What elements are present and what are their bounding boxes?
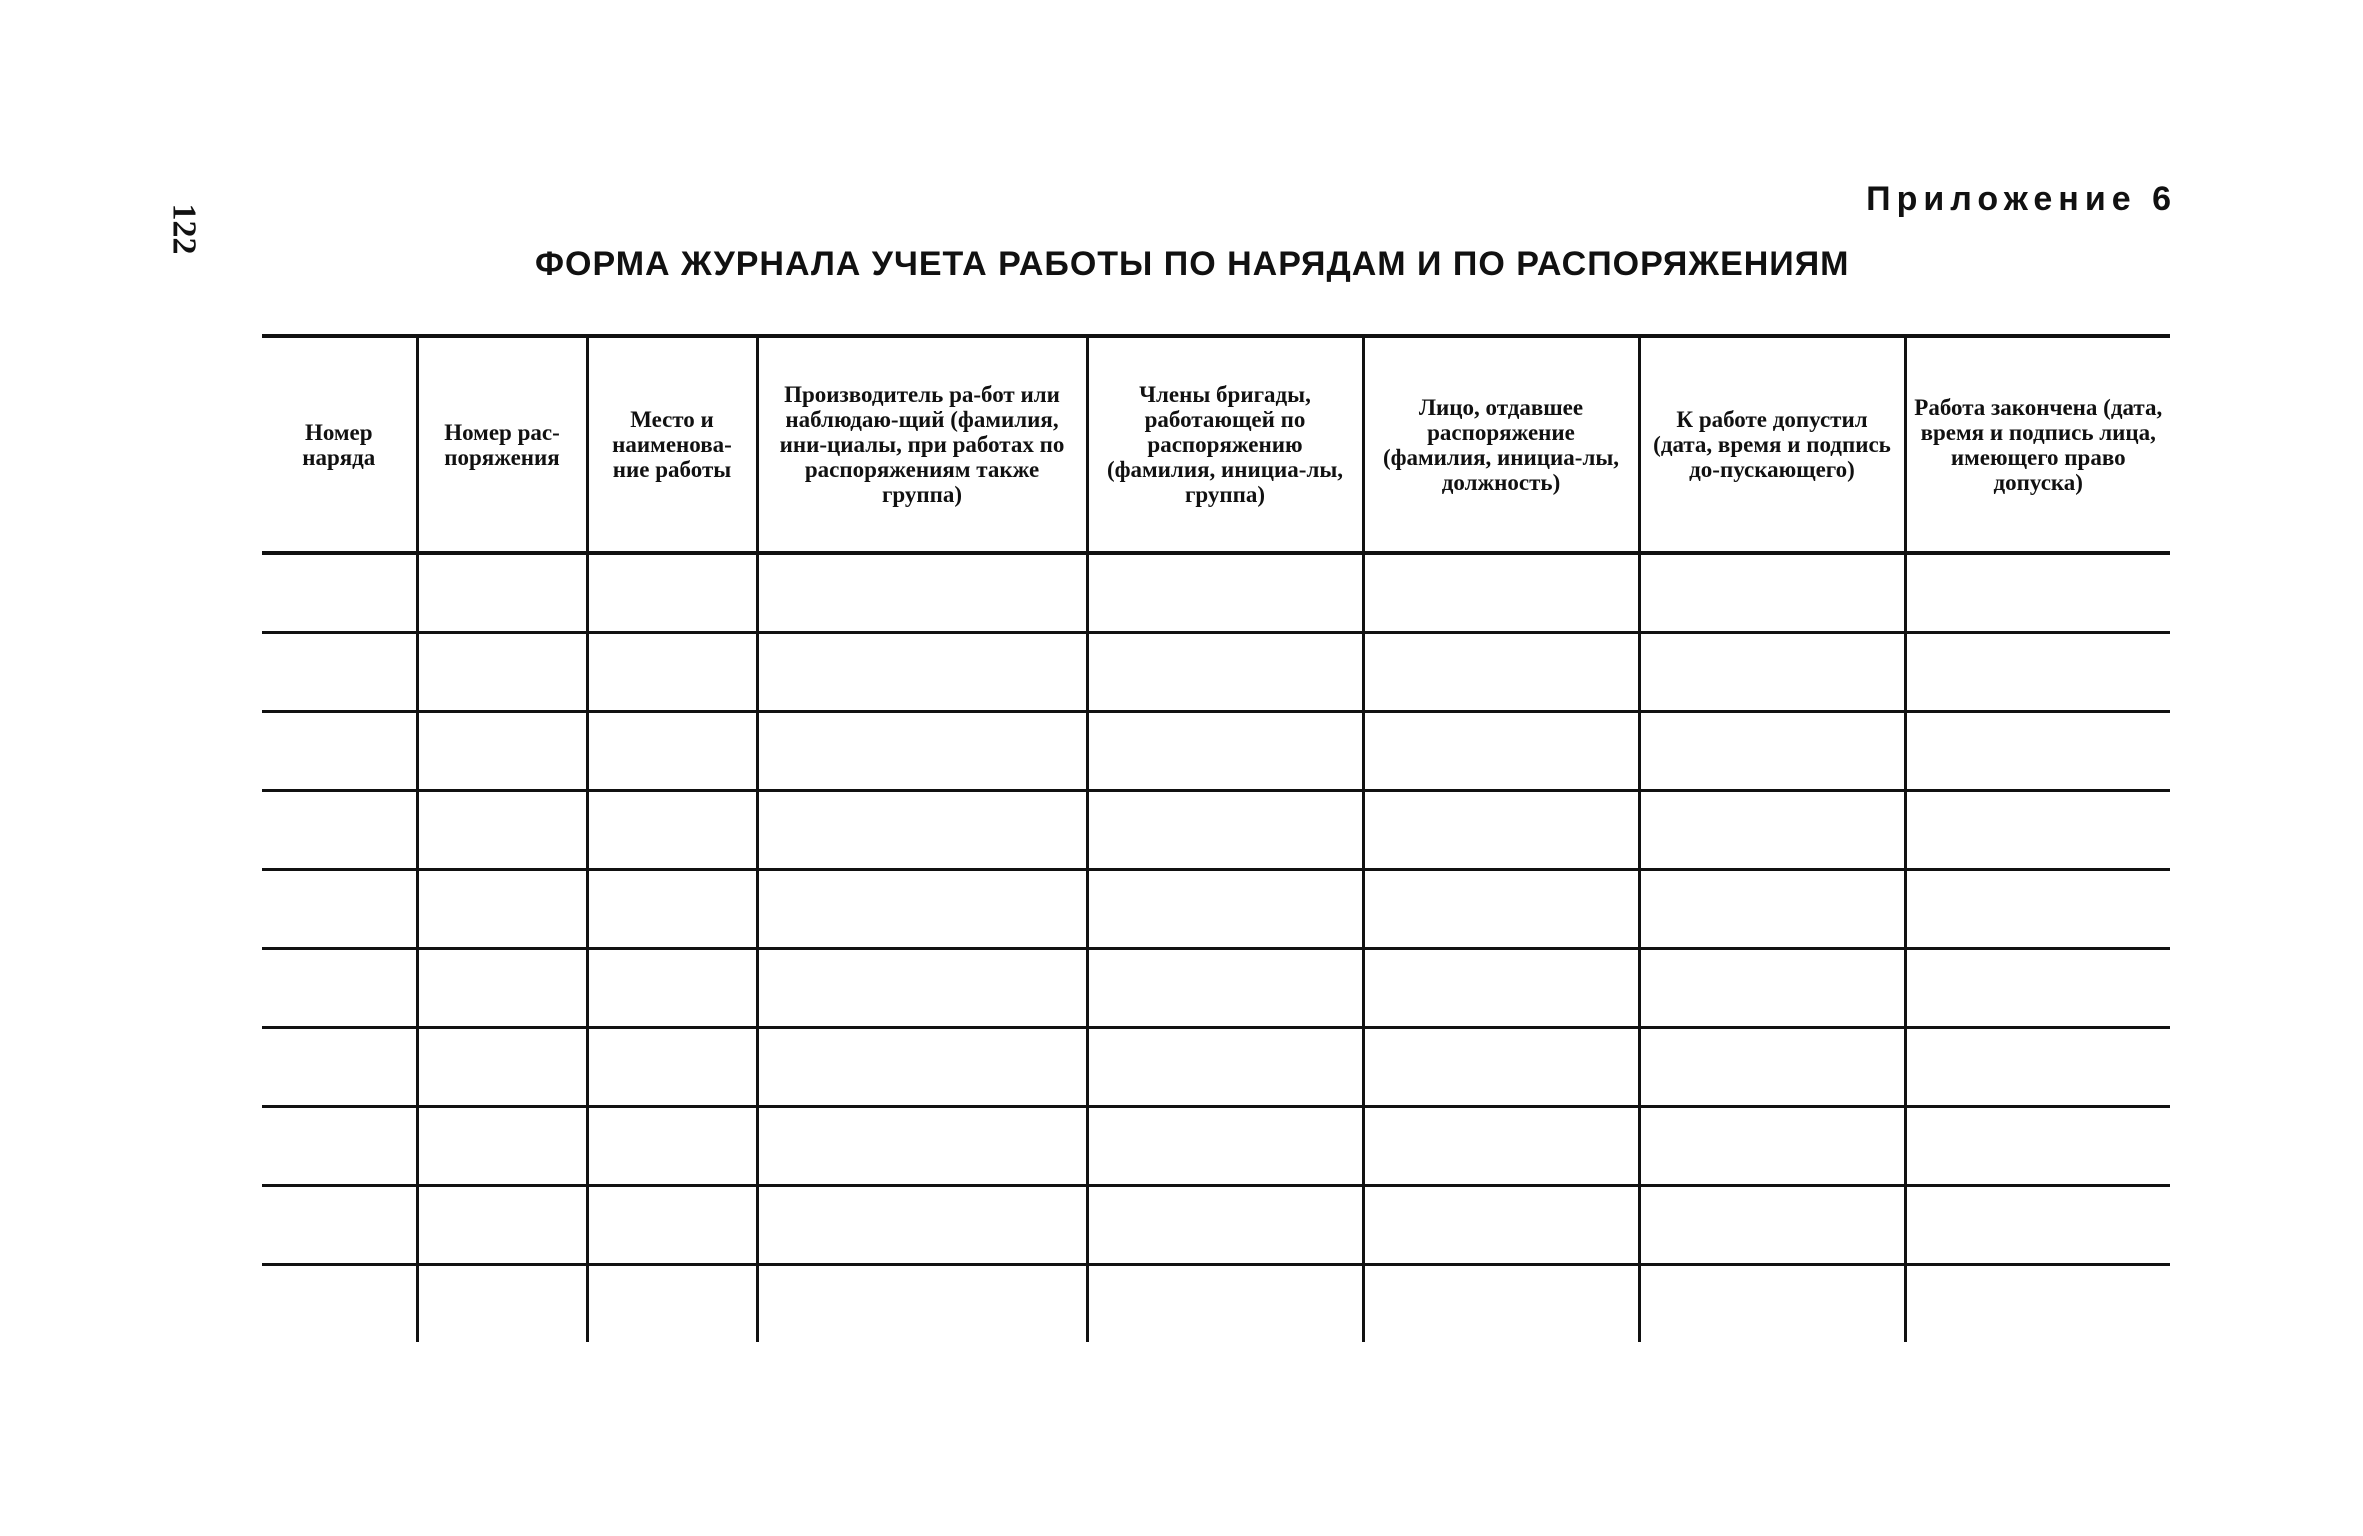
table-cell <box>1087 1265 1363 1343</box>
table-row <box>262 712 2170 791</box>
table-cell <box>1087 553 1363 633</box>
table-cell <box>1905 1186 2170 1265</box>
table-cell <box>587 553 757 633</box>
table-cell <box>262 633 417 712</box>
table-cell <box>417 870 587 949</box>
table-cell <box>757 1028 1087 1107</box>
table-cell <box>1363 949 1639 1028</box>
table-cell <box>1905 791 2170 870</box>
table-cell <box>262 1186 417 1265</box>
table-cell <box>262 553 417 633</box>
table-cell <box>262 949 417 1028</box>
table-cell <box>587 791 757 870</box>
table-cell <box>1639 1107 1905 1186</box>
column-header-work-supervisor: Производитель ра-бот или наблюдаю-щий (фамилия, ини-циалы, при работах по распоряжениям также группа) <box>757 336 1087 553</box>
column-header-instruction-number: Номер рас-поряжения <box>417 336 587 553</box>
appendix-label: Приложение 6 <box>1866 180 2177 218</box>
journal-table <box>262 334 2170 1342</box>
table-cell <box>1363 712 1639 791</box>
table-cell <box>587 949 757 1028</box>
table-cell <box>262 1028 417 1107</box>
table-cell <box>587 1186 757 1265</box>
table-cell <box>1087 1028 1363 1107</box>
table-cell <box>1087 949 1363 1028</box>
table-cell <box>757 1186 1087 1265</box>
table-cell <box>1905 949 2170 1028</box>
table-cell <box>1087 1186 1363 1265</box>
table-cell <box>1639 553 1905 633</box>
table-cell <box>1363 553 1639 633</box>
column-header-work-completed: Работа закончена (дата, время и подпись лица, имеющего право допуска) <box>1905 336 2170 553</box>
table-row <box>262 633 2170 712</box>
form-title: ФОРМА ЖУРНАЛА УЧЕТА РАБОТЫ ПО НАРЯДАМ И ПО РАСПОРЯЖЕНИЯМ <box>535 245 1850 283</box>
column-header-work-location: Место и наименова-ние работы <box>587 336 757 553</box>
column-header-order-number: Номер наряда <box>302 419 376 470</box>
table-cell <box>1363 1107 1639 1186</box>
table-cell <box>1087 870 1363 949</box>
table-cell <box>1639 949 1905 1028</box>
table-cell <box>1905 633 2170 712</box>
table-cell <box>262 1265 417 1343</box>
table-cell <box>1363 870 1639 949</box>
table-cell <box>1087 1107 1363 1186</box>
table-row <box>262 1186 2170 1265</box>
table-cell <box>1363 1265 1639 1343</box>
table-cell <box>417 1186 587 1265</box>
header-row <box>262 336 2170 553</box>
column-header-issuer: Лицо, отдавшее распоряжение (фамилия, инициа-лы, должность) <box>1363 336 1639 553</box>
table-cell <box>1087 791 1363 870</box>
table-cell <box>757 949 1087 1028</box>
table-cell <box>1639 791 1905 870</box>
table-cell <box>417 633 587 712</box>
table-row <box>262 949 2170 1028</box>
table-cell <box>757 553 1087 633</box>
table-cell <box>417 1028 587 1107</box>
column-header-admitted-by: К работе допустил (дата, время и подпись до-пускающего) <box>1639 336 1905 553</box>
table-cell <box>1905 712 2170 791</box>
table-cell <box>1905 1265 2170 1343</box>
table-cell <box>1639 633 1905 712</box>
table-cell <box>1639 870 1905 949</box>
table-cell <box>1639 712 1905 791</box>
table-cell <box>757 870 1087 949</box>
journal-table-body <box>262 553 2170 1342</box>
table-row <box>262 1028 2170 1107</box>
table-cell <box>262 712 417 791</box>
table-cell <box>1363 633 1639 712</box>
table-cell <box>1639 1265 1905 1343</box>
table-cell <box>757 791 1087 870</box>
table-cell <box>1905 1107 2170 1186</box>
table-cell <box>587 712 757 791</box>
table-cell <box>587 633 757 712</box>
table-cell <box>757 712 1087 791</box>
table-row <box>262 870 2170 949</box>
table-cell <box>262 870 417 949</box>
table-row <box>262 791 2170 870</box>
table-cell <box>262 791 417 870</box>
table-cell <box>1905 870 2170 949</box>
table-cell <box>417 1265 587 1343</box>
table-cell <box>587 870 757 949</box>
table-cell <box>1363 791 1639 870</box>
table-cell <box>417 791 587 870</box>
table-cell <box>1363 1186 1639 1265</box>
table-cell <box>262 1107 417 1186</box>
table-cell <box>417 1107 587 1186</box>
table-row <box>262 1265 2170 1343</box>
table-cell <box>587 1107 757 1186</box>
table-cell <box>1639 1186 1905 1265</box>
table-cell <box>757 633 1087 712</box>
table-cell <box>757 1265 1087 1343</box>
table-cell <box>757 1107 1087 1186</box>
table-cell <box>1363 1028 1639 1107</box>
table-cell <box>1087 712 1363 791</box>
table-cell <box>587 1265 757 1343</box>
column-header-crew-members: Члены бригады, работающей по распоряжению (фамилия, инициа-лы, группа) <box>1087 336 1363 553</box>
table-cell <box>1905 1028 2170 1107</box>
table-row <box>262 1107 2170 1186</box>
table-cell <box>1905 553 2170 633</box>
table-cell <box>417 553 587 633</box>
table-cell <box>417 949 587 1028</box>
table-cell <box>1639 1028 1905 1107</box>
table-cell <box>587 1028 757 1107</box>
page-number: 122 <box>165 203 203 255</box>
table-row <box>262 553 2170 633</box>
table-cell <box>1087 633 1363 712</box>
table-cell <box>417 712 587 791</box>
